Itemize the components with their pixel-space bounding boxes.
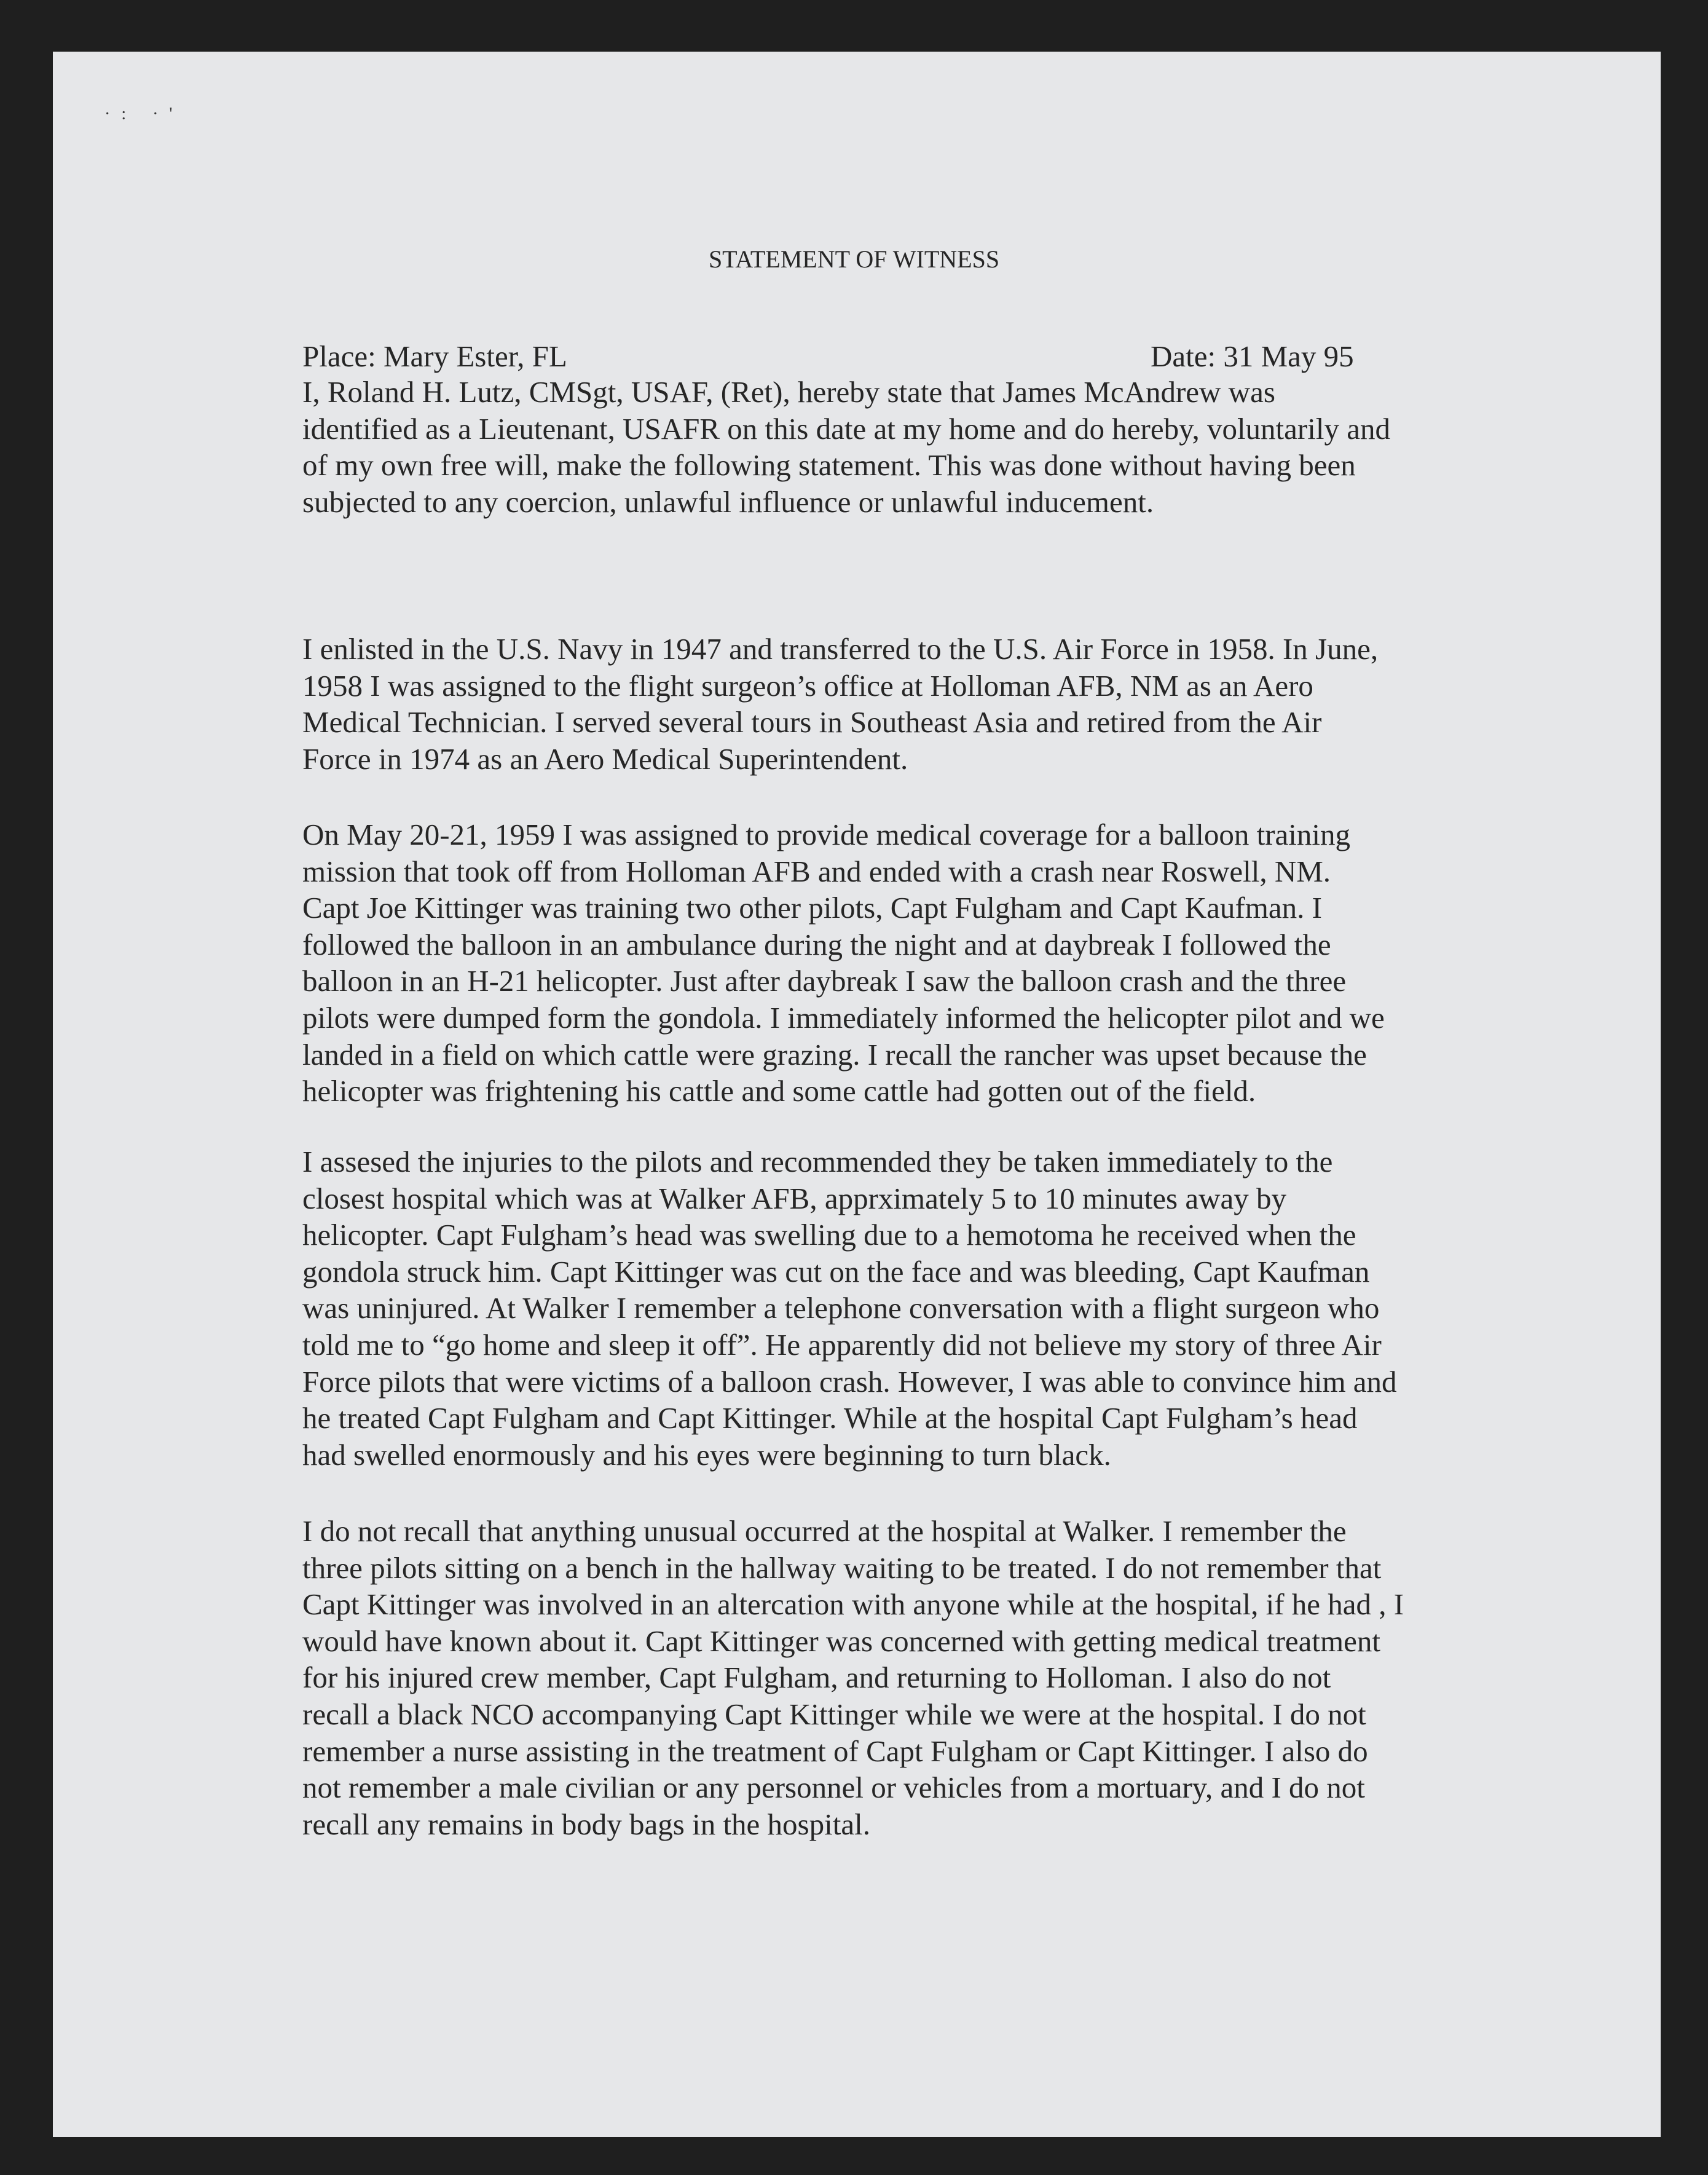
text-line: On May 20-21, 1959 I was assigned to provide medical coverage for a balloon training [302, 818, 1350, 851]
paragraph-2 [302, 631, 1378, 777]
text-line: three pilots sitting on a bench in the hallway waiting to be treated. I do not remember that [302, 1550, 1382, 1585]
text-line: recall any remains in body bags in the hospital. [302, 1807, 870, 1841]
text-line: helicopter was frightening his cattle and some cattle had gotten out of the field. [302, 1074, 1256, 1108]
text-line: subjected to any coercion, unlawful influence or unlawful inducement. [302, 484, 1154, 519]
text-line: helicopter. Capt Fulgham’s head was swelling due to a hemotoma he received when the [302, 1218, 1356, 1252]
place-field: Place: Mary Ester, FL [302, 339, 567, 373]
paragraph-1 [302, 374, 1390, 520]
text-line: Force in 1974 as an Aero Medical Superintendent. [302, 741, 908, 776]
date-field: Date: 31 May 95 [1151, 339, 1354, 373]
text-line: Medical Technician. I served several tours in Southeast Asia and retired from the Air [302, 705, 1322, 740]
text-line: I do not recall that anything unusual occurred at the hospital at Walker. I remember the [302, 1514, 1347, 1548]
text-line: Capt Joe Kittinger was training two other pilots, Capt Fulgham and Capt Kaufman. I [302, 891, 1322, 925]
paragraph-3 [302, 816, 1385, 1110]
text-line: closest hospital which was at Walker AFB, apprximately 5 to 10 minutes away by [302, 1181, 1286, 1215]
text-line: of my own free will, make the following statement. This was done without having been [302, 448, 1356, 483]
text-line: Capt Kittinger was involved in an altercation with anyone while at the hospital, if he had , I [302, 1587, 1404, 1622]
paragraph-4 [302, 1143, 1397, 1473]
text-line: I assesed the injuries to the pilots and recommended they be taken immediately to the [302, 1145, 1333, 1178]
text-line: I enlisted in the U.S. Navy in 1947 and transferred to the U.S. Air Force in 1958. In June, [302, 632, 1379, 666]
text-line: Force pilots that were victims of a balloon crash. However, I was able to convince him and [302, 1364, 1397, 1399]
document-title: STATEMENT OF WITNESS [708, 245, 1000, 273]
text-line: 1958 I was assigned to the flight surgeon’s office at Holloman AFB, NM as an Aero [302, 668, 1313, 703]
text-line: for his injured crew member, Capt Fulgham, and returning to Holloman. I also do not [302, 1660, 1331, 1695]
text-line: not remember a male civilian or any personnel or vehicles from a mortuary, and I do not [302, 1770, 1365, 1805]
text-line: told me to “go home and sleep it off”. He apparently did not believe my story of three Air [302, 1327, 1382, 1362]
text-line: gondola struck him. Capt Kittinger was cut on the face and was bleeding, Capt Kaufman [302, 1254, 1370, 1289]
text-line: mission that took off from Holloman AFB and ended with a crash near Roswell, NM. [302, 854, 1331, 888]
text-line: balloon in an H-21 helicopter. Just after daybreak I saw the balloon crash and the three [302, 964, 1347, 998]
scan-marks: ·: ·' [104, 105, 184, 124]
text-line: was uninjured. At Walker I remember a telephone conversation with a flight surgeon who [302, 1291, 1380, 1325]
text-line: followed the balloon in an ambulance during the night and at daybreak I followed the [302, 927, 1331, 961]
text-line: pilots were dumped form the gondola. I immediately informed the helicopter pilot and we [302, 1000, 1385, 1035]
text-line: had swelled enormously and his eyes were beginning to turn black. [302, 1437, 1111, 1472]
paragraph-5 [302, 1513, 1404, 1842]
text-line: remember a nurse assisting in the treatment of Capt Fulgham or Capt Kittinger. I also do [302, 1734, 1368, 1768]
text-line: I, Roland H. Lutz, CMSgt, USAF, (Ret), hereby state that James McAndrew was [302, 375, 1275, 409]
text-line: identified as a Lieutenant, USAFR on this date at my home and do hereby, voluntarily and [302, 411, 1390, 446]
text-line: recall a black NCO accompanying Capt Kittinger while we were at the hospital. I do not [302, 1697, 1366, 1731]
text-line: would have known about it. Capt Kittinger was concerned with getting medical treatment [302, 1624, 1380, 1658]
text-line: he treated Capt Fulgham and Capt Kittinger. While at the hospital Capt Fulgham’s head [302, 1401, 1358, 1435]
text-line: landed in a field on which cattle were grazing. I recall the rancher was upset because the [302, 1037, 1367, 1072]
